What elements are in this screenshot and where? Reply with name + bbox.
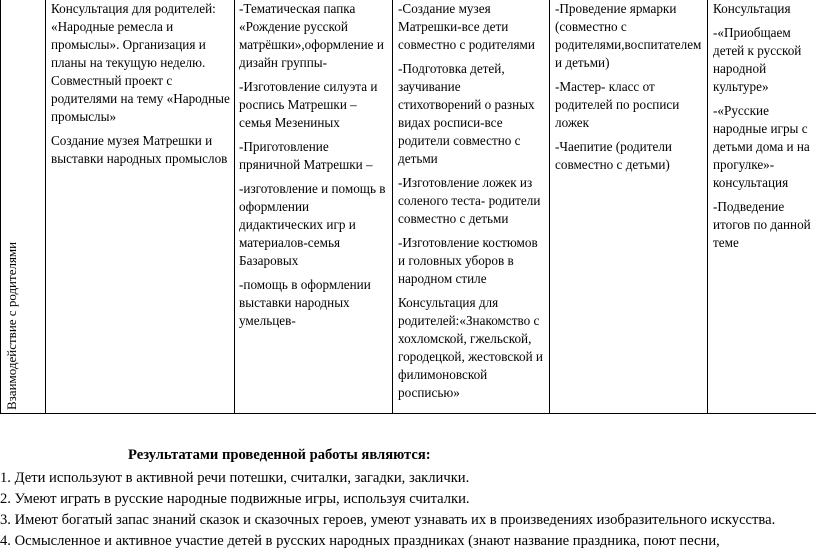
cell-text: Консультация <box>713 1 791 16</box>
cell-text: Консультация для родителей:«Знакомство с хохломской, гжельской, городецкой, жестовской и филимоновской росписью» <box>398 295 543 400</box>
cell-text: -изготовление и помощь в оформлении дидактических игр и материалов-семья Базаровых <box>239 181 386 268</box>
table-cell-2 <box>239 0 389 336</box>
cell-text: -Создание музея Матрешки-все дети совместно с родителями <box>398 1 535 52</box>
table-cell-5 <box>713 0 816 258</box>
results-item: 2. Умеют играть в русские народные подвижные игры, используя считалки. <box>0 491 470 507</box>
cell-text: -Приготовление пряничной Матрешки – <box>239 139 373 172</box>
cell-text: Консультация для родителей: «Народные ремесла и промыслы». Организация и планы на текущую неделю. Совместный проект с родителями на тему «Народные промыслы» <box>51 1 230 124</box>
cell-text: -Подготовка детей, заучивание стихотворений о разных видах росписи-все родители совместно с детьми <box>398 61 535 166</box>
table-cell-1 <box>51 0 231 174</box>
cell-text: -Чаепитие (родители совместно с детьми) <box>555 139 672 172</box>
cell-text: -Подведение итогов по данной теме <box>713 199 811 250</box>
results-item: 4. Осмысленное и активное участие детей в русских народных праздниках (знают название праздника, поют песни, <box>0 533 720 549</box>
cell-text: -Мастер- класс от родителей по росписи ложек <box>555 79 680 130</box>
results-section <box>0 445 816 552</box>
cell-text: -Изготовление силуэта и роспись Матрешки – семья Мезениных <box>239 79 378 130</box>
table-border <box>549 0 550 414</box>
row-header <box>2 0 22 414</box>
cell-text: -Проведение ярмарки (совместно с родителями,воспитателем и детьми) <box>555 1 702 70</box>
table-border <box>0 413 816 414</box>
cell-text: -помощь в оформлении выставки народных умельцев- <box>239 277 371 328</box>
cell-text: -«Приобщаем детей к русской народной культуре» <box>713 25 802 94</box>
table-cell-3 <box>398 0 546 408</box>
results-item: 3. Имеют богатый запас знаний сказок и сказочных героев, умеют узнавать их в произведениях изобразительного искусства. <box>0 512 776 528</box>
row-header-label: Взаимодействие с родителями <box>4 241 19 410</box>
cell-text: Создание музея Матрешки и выставки народных промыслов <box>51 133 228 166</box>
cell-text: -Изготовление ложек из соленого теста- родители совместно с детьми <box>398 175 541 226</box>
cell-text: -Изготовление костюмов и головных уборов в народном стиле <box>398 235 538 286</box>
table-border <box>45 0 46 414</box>
results-title: Результатами проведенной работы являются: <box>128 447 431 463</box>
table-border <box>234 0 235 414</box>
cell-text: -Тематическая папка «Рождение русской матрёшки»,оформление и дизайн группы- <box>239 1 384 70</box>
results-item: 1. Дети используют в активной речи потешки, считалки, загадки, заклички. <box>0 470 470 486</box>
table-border <box>707 0 708 414</box>
table-border <box>392 0 393 414</box>
cell-text: -«Русские народные игры с детьми дома и на прогулке»-консультация <box>713 103 810 190</box>
table-cell-4 <box>555 0 704 180</box>
table-border <box>0 0 1 414</box>
